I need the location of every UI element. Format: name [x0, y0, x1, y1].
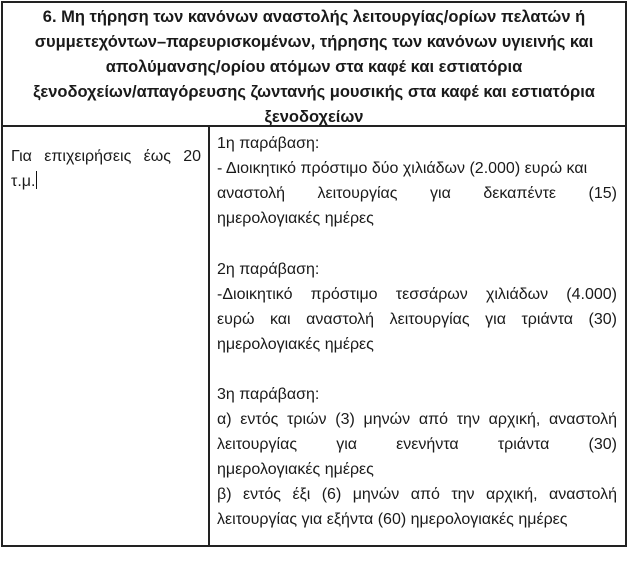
second-offense-line: ευρώ και αναστολή λειτουργίας για τριάντα (30)	[217, 310, 617, 328]
category-cell[interactable]	[11, 144, 201, 194]
category-text-line-last	[11, 169, 201, 194]
second-offense-line: -Διοικητικό πρόστιμο τεσσάρων χιλιάδων (4.000)	[217, 285, 617, 303]
second-offense-line: ημερολογιακές ημέρες	[217, 335, 374, 353]
first-offense-line: αναστολή λειτουργίας για δεκαπέντε (15)	[217, 185, 617, 202]
third-offense-title: 3η παράβαση:	[217, 386, 320, 403]
third-offense-line: ημερολογιακές ημέρες	[217, 461, 374, 478]
first-offense-line: - Διοικητικό πρόστιμο δύο χιλιάδων (2.000) ευρώ και	[217, 160, 588, 177]
first-offense-line: ημερολογιακές ημέρες	[217, 210, 374, 227]
column-divider	[208, 127, 210, 545]
third-offense-line: β) εντός έξι (6) μηνών από την αρχική, αναστολή	[217, 486, 617, 503]
paragraph-gap	[217, 231, 617, 257]
table-heading	[3, 3, 625, 127]
heading-line: συμμετεχόντων–παρευρισκομένων, τήρησης των κανόνων υγιεινής και	[34, 33, 594, 51]
heading-line: 6. Μη τήρηση των κανόνων αναστολής λειτουργίας/ορίων πελατών ή	[42, 8, 586, 26]
heading-line: ξενοδοχείων/απαγόρευσης ζωντανής μουσικής στα καφέ και εστιατόρια	[33, 83, 595, 101]
first-offense-title: 1η παράβαση:	[217, 135, 320, 152]
third-offense-line: λειτουργίας για εξήντα (60) ημερολογιακές ημέρες	[217, 511, 568, 528]
heading-line: απολύμανσης/ορίου ατόμων στα καφέ και εστιατόρια	[105, 58, 523, 76]
category-text-line: Για επιχειρήσεις έως 20	[11, 148, 201, 165]
third-offense-line: λειτουργίας για ενενήντα τριάντα (30)	[217, 436, 617, 453]
paragraph-gap	[217, 357, 617, 383]
category-text: τ.μ.	[11, 173, 36, 190]
second-offense-title: 2η παράβαση:	[217, 260, 320, 278]
third-offense-line: α) εντός τριών (3) μηνών από την αρχική, αναστολή	[217, 411, 617, 428]
heading-line: ξενοδοχείων	[264, 108, 364, 126]
penalties-cell	[217, 131, 617, 532]
text-cursor	[36, 171, 37, 189]
penalty-table	[1, 1, 627, 547]
